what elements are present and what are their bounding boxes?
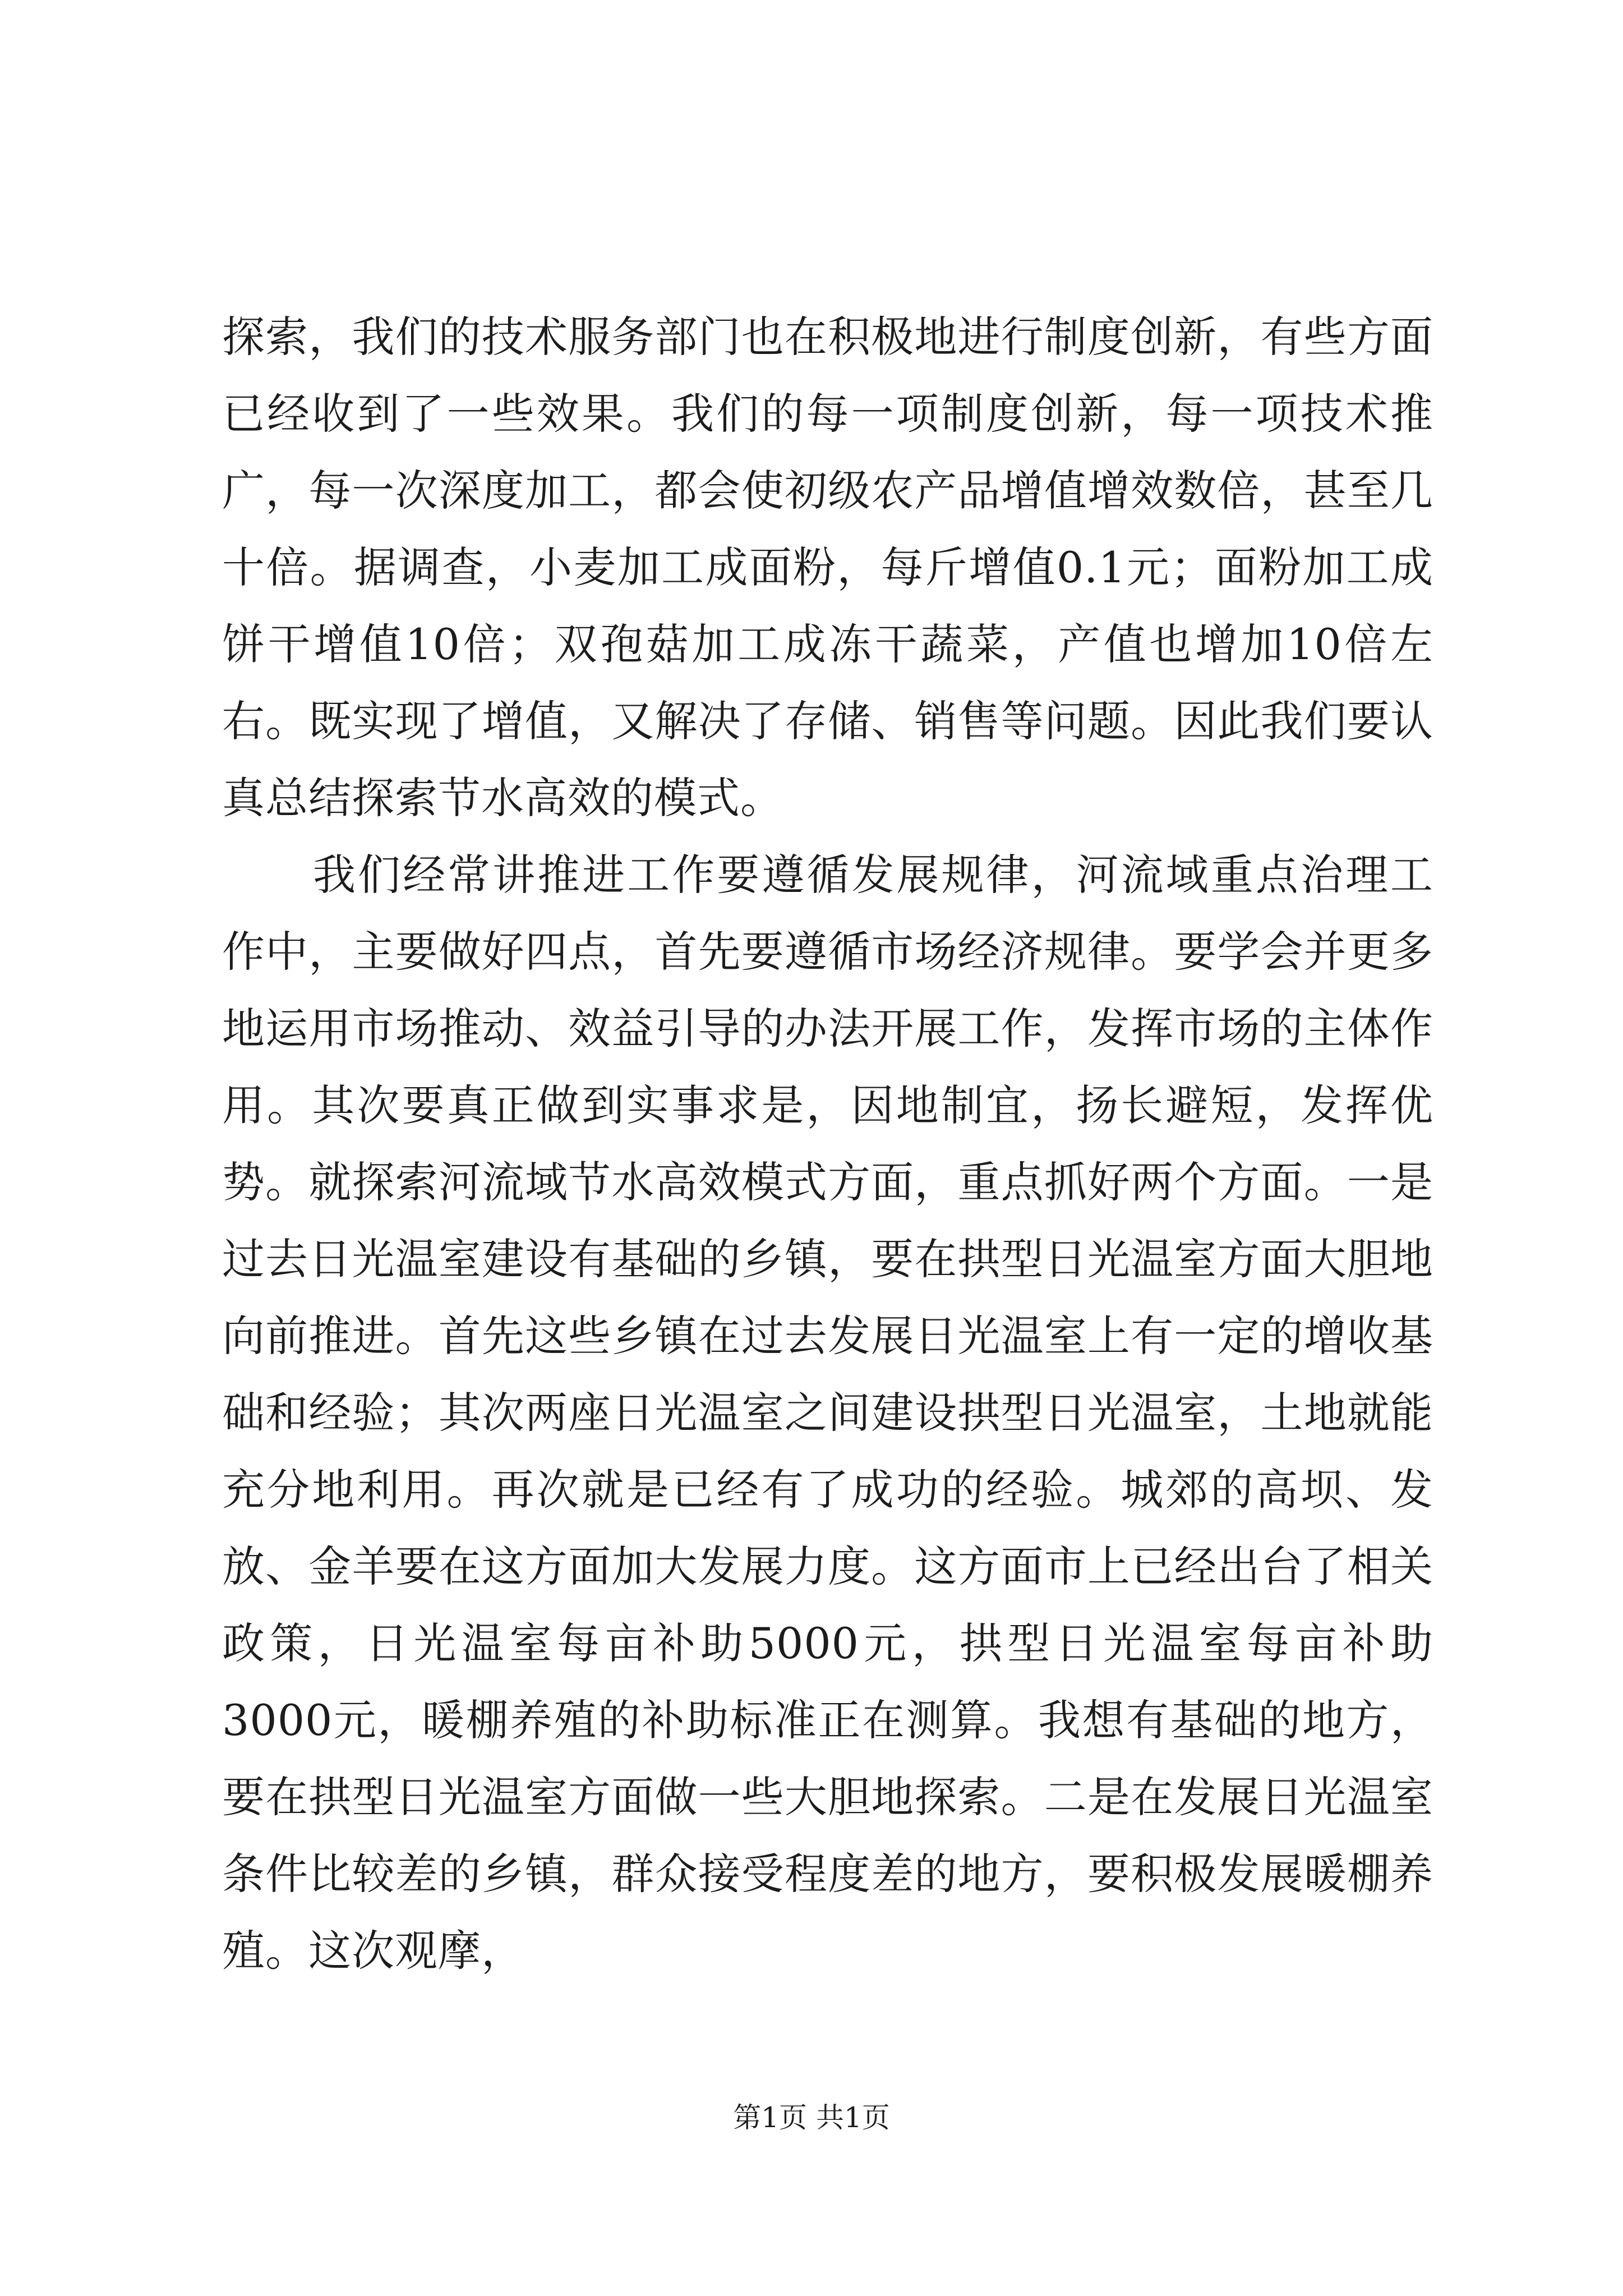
document-body	[222, 298, 1433, 1989]
paragraph-continued: 探索，我们的技术服务部门也在积极地进行制度创新，有些方面已经收到了一些效果。我们的每一项制度创新，每一项技术推广，每一次深度加工，都会使初级农产品增值增效数倍，甚至几十倍。据调查，小麦加工成面粉，每斤增值0.1元；面粉加工成饼干增值10倍；双孢菇加工成冻干蔬菜，产值也增加10倍左右。既实现了增值，又解决了存储、销售等问题。因此我们要认真总结探索节水高效的模式。	[222, 312, 1433, 823]
page-footer: 第1页 共1页	[733, 2101, 890, 2134]
paragraph: 我们经常讲推进工作要遵循发展规律，河流域重点治理工作中，主要做好四点，首先要遵循市场经济规律。要学会并更多地运用市场推动、效益引导的办法开展工作，发挥市场的主体作用。其次要真正做到实事求是，因地制宜，扬长避短，发挥优势。就探索河流域节水高效模式方面，重点抓好两个方面。一是过去日光温室建设有基础的乡镇，要在拱型日光温室方面大胆地向前推进。首先这些乡镇在过去发展日光温室上有一定的增收基础和经验；其次两座日光温室之间建设拱型日光温室，土地就能充分地利用。再次就是已经有了成功的经验。城郊的高坝、发放、金羊要在这方面加大发展力度。这方面市上已经出台了相关政策，日光温室每亩补助5000元，拱型日光温室每亩补助3000元，暖棚养殖的补助标准正在测算。我想有基础的地方，要在拱型日光温室方面做一些大胆地探索。二是在发展日光温室条件比较差的乡镇，群众接受程度差的地方，要积极发展暖棚养殖。这次观摩，	[222, 850, 1433, 1976]
